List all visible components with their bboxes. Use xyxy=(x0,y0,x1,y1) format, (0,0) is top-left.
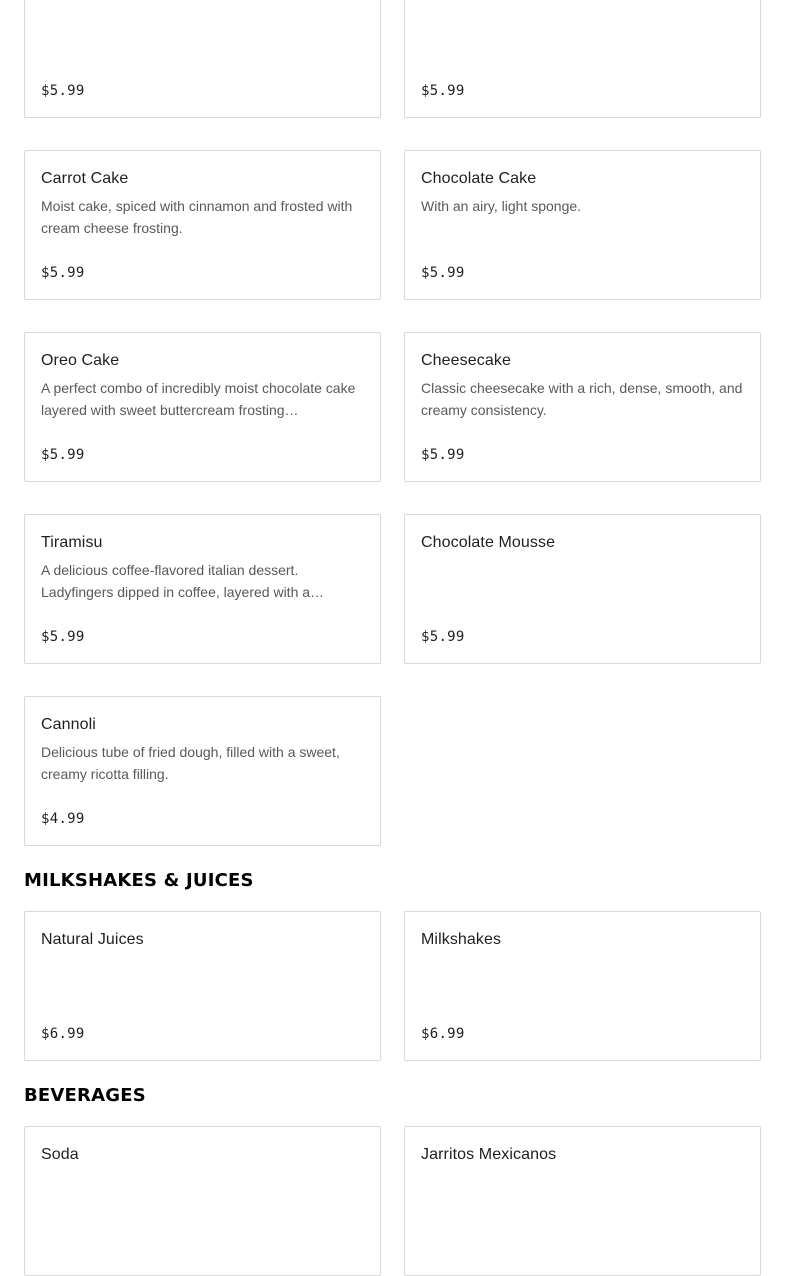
menu-item-oreo-cake[interactable] xyxy=(24,332,381,482)
menu-item-description: A delicious coffee-flavored italian dessert. Ladyfingers dipped in coffee, layered with a… xyxy=(41,562,325,600)
menu-item-name: Cheesecake xyxy=(421,352,511,369)
menu-item-name: Carrot Cake xyxy=(41,170,129,187)
menu-item-description: With an airy, light sponge. xyxy=(421,198,582,214)
menu-item-soda[interactable] xyxy=(24,1126,381,1276)
menu-item-name: Cannoli xyxy=(41,716,96,733)
menu-item-price: $4.99 xyxy=(41,811,85,827)
menu-item-description: Delicious tube of fried dough, filled with a sweet, creamy ricotta filling. xyxy=(41,744,340,782)
menu-item-card[interactable] xyxy=(404,0,761,118)
menu-item-name: Milkshakes xyxy=(421,931,502,948)
menu-item-carrot-cake[interactable] xyxy=(24,150,381,300)
menu-item-description: Classic cheesecake with a rich, dense, smooth, and creamy consistency. xyxy=(421,380,743,418)
menu-item-price: $5.99 xyxy=(41,83,85,99)
beverages-grid xyxy=(24,1126,761,1276)
menu-item-description: Moist cake, spiced with cinnamon and frosted with cream cheese frosting. xyxy=(41,198,353,236)
menu-item-price: $5.99 xyxy=(41,265,85,281)
grid-empty-cell xyxy=(404,696,761,846)
menu-item-name: Soda xyxy=(41,1146,79,1163)
menu-item-price: $5.99 xyxy=(41,629,85,645)
milkshakes-grid xyxy=(24,911,761,1061)
menu-item-price: $5.99 xyxy=(41,447,85,463)
section-title-milkshakes-juices: MILKSHAKES & JUICES xyxy=(24,870,254,891)
menu-item-name: Tiramisu xyxy=(41,534,103,551)
menu-item-description: A perfect combo of incredibly moist chocolate cake layered with sweet buttercream frosting… xyxy=(41,380,356,418)
menu-item-price: $5.99 xyxy=(421,629,465,645)
menu-item-name: Natural Juices xyxy=(41,931,144,948)
menu-item-cheesecake[interactable] xyxy=(404,332,761,482)
menu-item-natural-juices[interactable] xyxy=(24,911,381,1061)
section-title-beverages: BEVERAGES xyxy=(24,1085,146,1106)
menu-item-jarritos-mexicanos[interactable] xyxy=(404,1126,761,1276)
menu-item-cannoli[interactable] xyxy=(24,696,381,846)
menu-item-tiramisu[interactable] xyxy=(24,514,381,664)
menu-item-price: $5.99 xyxy=(421,447,465,463)
menu-item-name: Chocolate Mousse xyxy=(421,534,556,551)
menu-item-name: Chocolate Cake xyxy=(421,170,537,187)
menu-item-milkshakes[interactable] xyxy=(404,911,761,1061)
desserts-grid xyxy=(24,0,761,846)
menu-item-name: Oreo Cake xyxy=(41,352,120,369)
menu-page xyxy=(24,0,761,1276)
menu-item-price: $5.99 xyxy=(421,265,465,281)
menu-item-price: $6.99 xyxy=(421,1026,465,1042)
menu-item-chocolate-mousse[interactable] xyxy=(404,514,761,664)
menu-item-chocolate-cake[interactable] xyxy=(404,150,761,300)
menu-item-price: $6.99 xyxy=(41,1026,85,1042)
menu-item-card[interactable] xyxy=(24,0,381,118)
menu-item-name: Jarritos Mexicanos xyxy=(421,1146,557,1163)
menu-item-price: $5.99 xyxy=(421,83,465,99)
